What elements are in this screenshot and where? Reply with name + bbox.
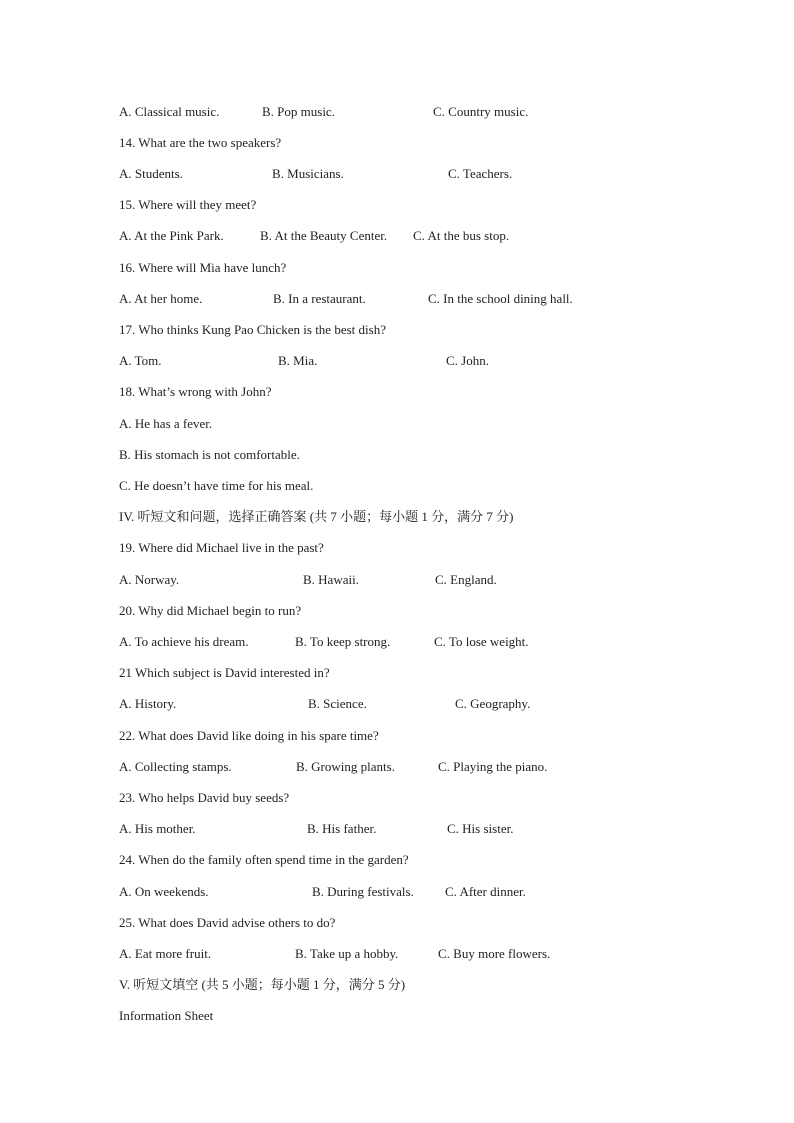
question-text: 19. Where did Michael live in the past? [119, 540, 324, 555]
text-line: A. He has a fever. [119, 416, 213, 431]
text-line: C. He doesn’t have time for his meal. [119, 478, 314, 493]
text-line: B. His stomach is not comfortable. [119, 447, 300, 462]
answer-option: C. Geography. [455, 696, 531, 711]
answer-option: A. Collecting stamps. [119, 759, 232, 774]
answer-option: A. Tom. [119, 353, 162, 368]
section-heading: V. 听短文填空 (共 5 小题；每小题 1 分，满分 5 分) [119, 977, 406, 992]
answer-option: B. His father. [307, 821, 377, 836]
answer-option: A. Students. [119, 166, 183, 181]
answer-option: B. During festivals. [312, 884, 414, 899]
answer-option: C. England. [435, 572, 497, 587]
answer-option: C. At the bus stop. [413, 228, 510, 243]
answer-options [119, 821, 679, 837]
answer-option: B. Mia. [278, 353, 318, 368]
question-text: 17. Who thinks Kung Pao Chicken is the best dish? [119, 322, 386, 337]
question-text: 23. Who helps David buy seeds? [119, 790, 290, 805]
answer-option: C. Country music. [433, 104, 529, 119]
answer-option: B. In a restaurant. [273, 291, 366, 306]
answer-option: C. To lose weight. [434, 634, 529, 649]
question-text: 22. What does David like doing in his spare time? [119, 728, 379, 743]
answer-options [119, 228, 679, 244]
answer-option: B. Growing plants. [296, 759, 395, 774]
question-text: 20. Why did Michael begin to run? [119, 603, 302, 618]
answer-option: A. His mother. [119, 821, 196, 836]
answer-option: A. Norway. [119, 572, 180, 587]
answer-options [119, 946, 679, 962]
answer-options [119, 291, 679, 307]
text-line: Information Sheet [119, 1008, 214, 1023]
question-text: 16. Where will Mia have lunch? [119, 260, 287, 275]
answer-option: C. Buy more flowers. [438, 946, 551, 961]
answer-option: A. History. [119, 696, 177, 711]
question-text: 15. Where will they meet? [119, 197, 257, 212]
question-text: 21 Which subject is David interested in? [119, 665, 330, 680]
answer-option: B. Musicians. [272, 166, 344, 181]
section-heading: IV. 听短文和问题，选择正确答案 (共 7 小题；每小题 1 分，满分 7 分) [119, 509, 514, 524]
answer-option: C. After dinner. [445, 884, 526, 899]
question-text: 14. What are the two speakers? [119, 135, 282, 150]
answer-options [119, 104, 679, 120]
answer-option: A. At her home. [119, 291, 203, 306]
answer-option: C. John. [446, 353, 489, 368]
answer-options [119, 884, 679, 900]
answer-options [119, 572, 679, 588]
answer-options [119, 166, 679, 182]
answer-option: A. Classical music. [119, 104, 220, 119]
question-text: 24. When do the family often spend time in the garden? [119, 852, 409, 867]
answer-option: C. Playing the piano. [438, 759, 548, 774]
answer-options [119, 634, 679, 650]
answer-option: A. Eat more fruit. [119, 946, 212, 961]
answer-options [119, 353, 679, 369]
answer-options [119, 759, 679, 775]
answer-option: B. Pop music. [262, 104, 335, 119]
answer-option: B. Hawaii. [303, 572, 359, 587]
answer-option: B. To keep strong. [295, 634, 391, 649]
answer-option: C. Teachers. [448, 166, 513, 181]
question-text: 25. What does David advise others to do? [119, 915, 336, 930]
answer-option: C. His sister. [447, 821, 514, 836]
answer-options [119, 696, 679, 712]
answer-option: C. In the school dining hall. [428, 291, 573, 306]
answer-option: A. At the Pink Park. [119, 228, 224, 243]
answer-option: A. To achieve his dream. [119, 634, 249, 649]
answer-option: B. Take up a hobby. [295, 946, 399, 961]
question-text: 18. What’s wrong with John? [119, 384, 272, 399]
answer-option: B. At the Beauty Center. [260, 228, 388, 243]
answer-option: B. Science. [308, 696, 367, 711]
answer-option: A. On weekends. [119, 884, 209, 899]
